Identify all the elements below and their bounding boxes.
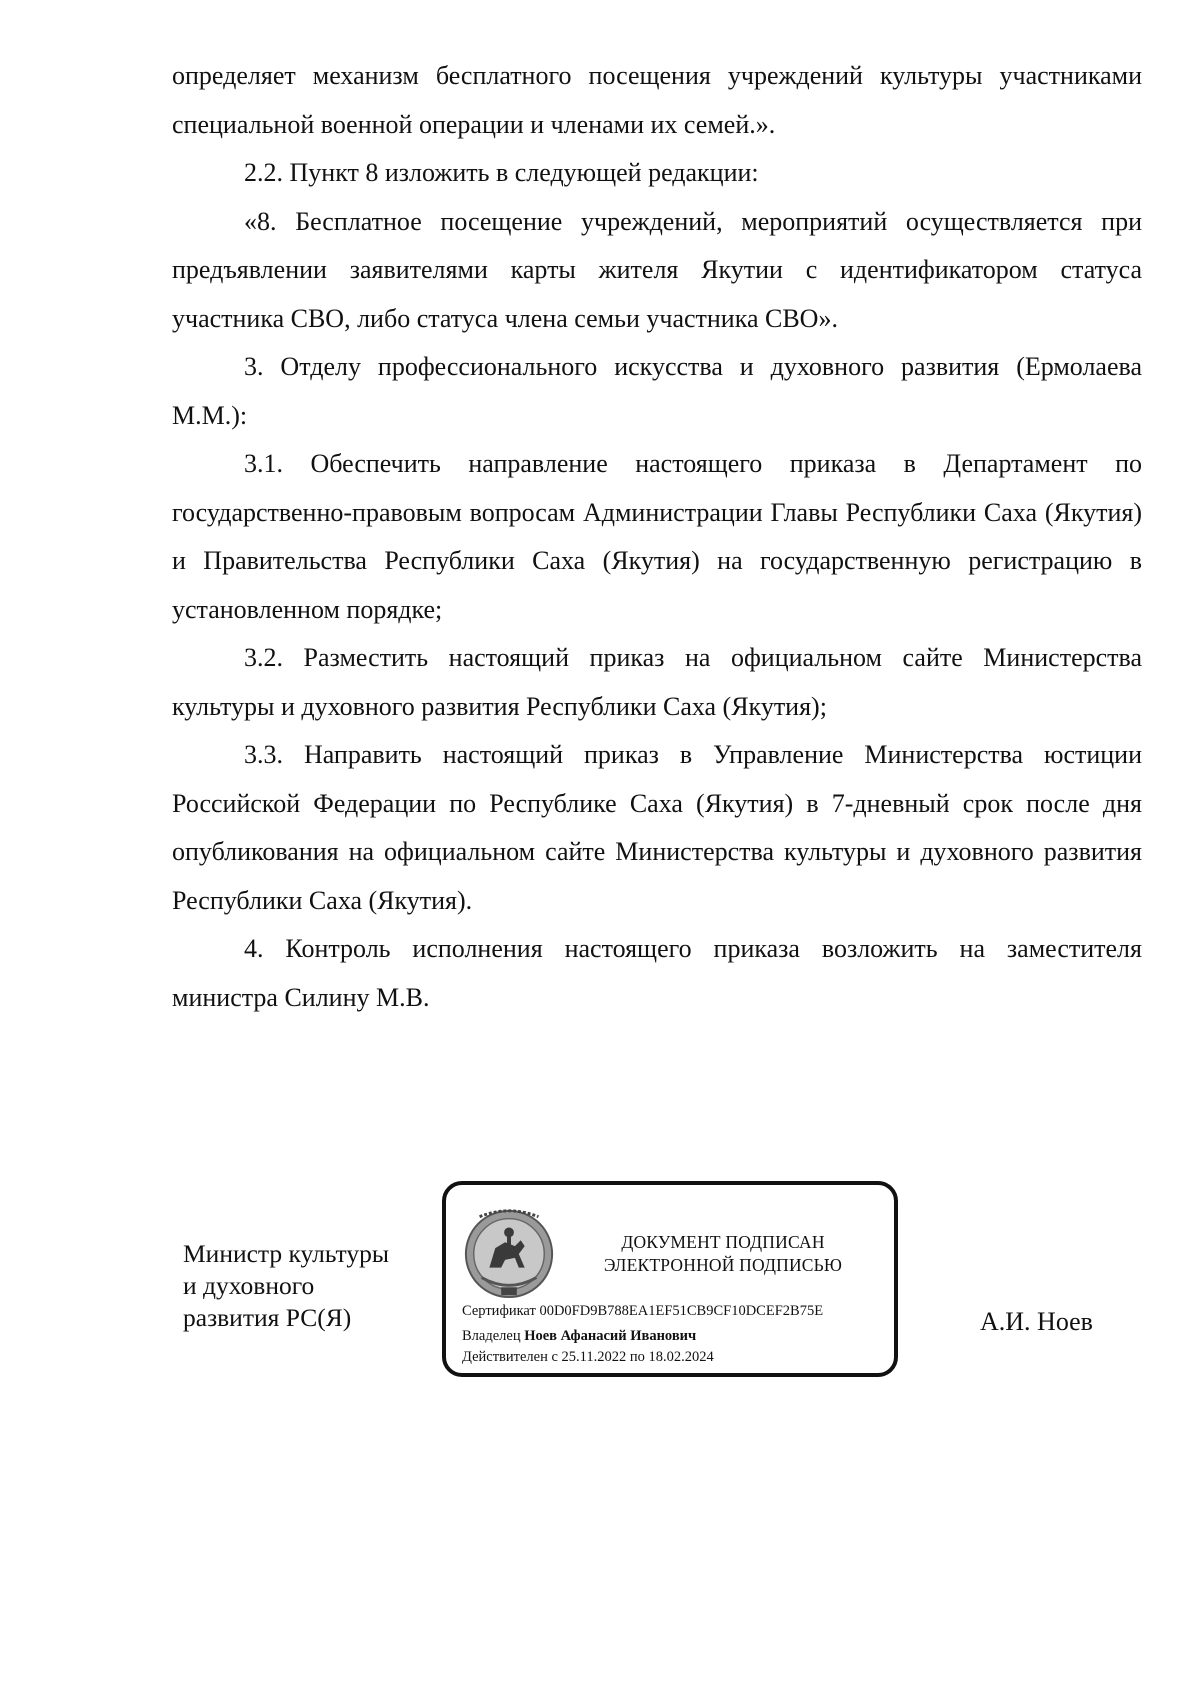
paragraph-3: 3. Отделу профессионального искусства и духовного развития (Ермолаева М.М.): <box>172 352 1142 430</box>
paragraph-3-1: 3.1. Обеспечить направление настоящего приказа в Департамент по государственно-правовым вопросам Администрации Главы Республики Саха (Якутия) и Правительства Республики Саха (Якутия) на государственную регистрацию в установленном порядке; <box>172 449 1142 624</box>
stamp-heading <box>558 1231 888 1277</box>
validity-label: Действителен <box>462 1349 548 1365</box>
electronic-signature-stamp <box>442 1181 898 1377</box>
coat-of-arms-emblem-icon <box>460 1203 558 1301</box>
signatory-title-line: и духовного <box>183 1271 315 1300</box>
paragraph-4: 4. Контроль исполнения настоящего приказа возложить на заместителя министра Силину М.В. <box>172 934 1142 1012</box>
owner-line <box>462 1328 696 1345</box>
certificate-label: Сертификат <box>462 1303 536 1319</box>
validity-to-label: по <box>629 1349 645 1365</box>
paragraph-2-2: 2.2. Пункт 8 изложить в следующей редакции: <box>244 158 759 187</box>
signatory-name: А.И. Ноев <box>980 1307 1093 1336</box>
signatory-title-line: развития РС(Я) <box>183 1303 352 1332</box>
owner-label: Владелец <box>462 1328 521 1344</box>
certificate-number: 00D0FD9B788EA1EF51CB9CF10DCEF2B75E <box>539 1303 824 1319</box>
owner-name: Ноев Афанасий Иванович <box>524 1328 697 1344</box>
paragraph-8-quote: «8. Бесплатное посещение учреждений, мероприятий осуществляется при предъявлении заявителями карты жителя Якутии с идентификатором статуса участника СВО, либо статуса члена семьи участника СВО». <box>172 206 1142 333</box>
signatory-title-line: Министр культуры <box>183 1239 389 1268</box>
stamp-heading-line: ЭЛЕКТРОННОЙ ПОДПИСЬЮ <box>603 1255 843 1275</box>
validity-from-label: с <box>551 1349 558 1365</box>
paragraph-3-3: 3.3. Направить настоящий приказ в Управление Министерства юстиции Российской Федерации по Республике Саха (Якутия) в 7-дневный срок после дня опубликования на официальном сайте Министерства культуры и духовного развития Республики Саха (Якутия). <box>172 740 1142 915</box>
validity-to-date: 18.02.2024 <box>648 1349 714 1365</box>
paragraph-3-2: 3.2. Разместить настоящий приказ на официальном сайте Министерства культуры и духовного развития Республики Саха (Якутия); <box>172 643 1142 721</box>
stamp-heading-line: ДОКУМЕНТ ПОДПИСАН <box>621 1232 825 1252</box>
order-text <box>172 52 1142 1022</box>
validity-line <box>462 1349 714 1366</box>
paragraph-continuation: определяет механизм бесплатного посещения учреждений культуры участниками специальной военной операции и членами их семей.». <box>172 61 1142 139</box>
certificate-line <box>462 1303 823 1320</box>
signatory-title <box>183 1238 389 1334</box>
validity-from-date: 25.11.2022 <box>561 1349 627 1365</box>
